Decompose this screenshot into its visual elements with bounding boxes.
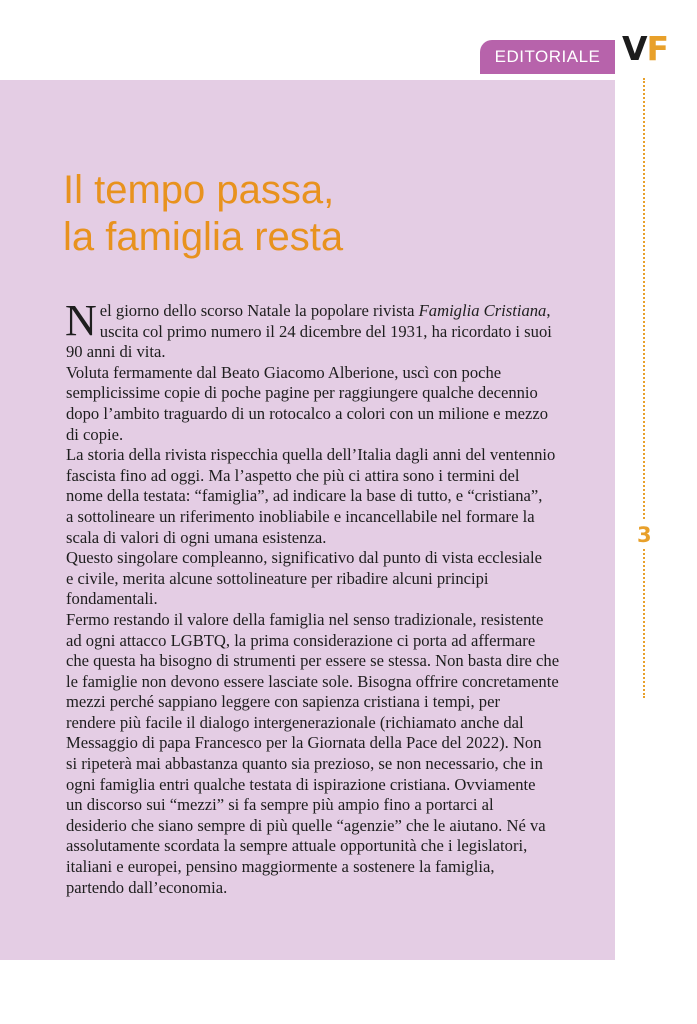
text-line: Messaggio di papa Francesco per la Giornata della Pace del 2022). Non (66, 733, 542, 753)
text-line: uscita col primo numero il 24 dicembre del 1931, ha ricordato i suoi (99, 321, 552, 341)
drop-cap: N (65, 296, 97, 345)
dotted-margin-line (643, 78, 645, 698)
paragraph-5 (66, 610, 596, 898)
text-line: partendo dall’economia. (66, 877, 228, 897)
text-line: mezzi perché sappiano leggere con sapienza cristiana i tempi, per (66, 692, 500, 712)
text-line: fondamentali. (66, 589, 158, 609)
title-line-2: la famiglia resta (63, 215, 344, 259)
logo-letter-f: F (646, 29, 669, 68)
text-line: Questo singolare compleanno, significativo dal punto di vista ecclesiale (66, 548, 543, 568)
text-line: La storia della rivista rispecchia quella dell’Italia dagli anni del ventennio (66, 445, 556, 465)
text-run: el giorno dello scorso Natale la popolare rivista (99, 301, 419, 320)
text-line (66, 301, 596, 322)
text-line: e civile, merita alcune sottolineature per ribadire alcuni principi (66, 568, 489, 588)
text-line: a sottolineare un riferimento inobliabile e incancellabile nel formare la (66, 506, 535, 526)
text-line: scala di valori di ogni umana esistenza. (66, 527, 327, 547)
logo-letter-v: V (622, 29, 647, 68)
text-line: italiani e europei, pensino maggiormente a sostenere la famiglia, (66, 857, 495, 877)
paragraph-4 (66, 548, 596, 610)
text-line: che questa ha bisogno di strumenti per essere se stessa. Non basta dire che (66, 651, 560, 671)
text-line: assolutamente scordata la sempre attuale opportunità che i legislatori, (66, 836, 528, 856)
text-line: si ripeterà mai abbastanza quanto sia prezioso, se non necessario, che in (66, 754, 543, 774)
text-line: di copie. (66, 424, 124, 444)
text-line: Voluta fermamente dal Beato Giacomo Alberione, uscì con poche (66, 362, 502, 382)
text-line: semplicissime copie di poche pagine per raggiungere qualche decennio (66, 383, 538, 403)
text-line: 90 anni di vita. (66, 342, 166, 362)
text-line: ogni famiglia entri qualche testata di ispirazione cristiana. Ovviamente (66, 774, 536, 794)
section-tag: EDITORIALE (480, 40, 615, 74)
paragraph-2 (66, 363, 596, 445)
magazine-logo (622, 30, 668, 68)
text-line: ad ogni attacco LGBTQ, la prima considerazione ci porta ad affermare (66, 630, 536, 650)
paragraph-3 (66, 445, 596, 548)
text-run: , (546, 301, 551, 320)
article-body (65, 296, 596, 898)
text-line: un discorso sui “mezzi” si fa sempre più ampio fino a portarci al (66, 795, 494, 815)
page-number: 3 (637, 523, 652, 547)
text-line: rendere più facile il dialogo intergenerazionale (richiamato anche dal (66, 712, 524, 732)
paragraph-1 (65, 296, 596, 363)
article-title (63, 167, 343, 261)
title-line-1: Il tempo passa, (63, 168, 335, 212)
text-line: Fermo restando il valore della famiglia nel senso tradizionale, resistente (66, 609, 544, 629)
text-line: desiderio che siano sempre di più quelle “agenzie” che le aiutano. Né va (66, 815, 546, 835)
text-line: nome della testata: “famiglia”, ad indicare la base di tutto, e “cristiana”, (66, 486, 543, 506)
text-line: le famiglie non devono essere lasciate sole. Bisogna offrire concretamente (66, 671, 559, 691)
text-line: fascista fino ad oggi. Ma l’aspetto che più ci attira sono i termini del (66, 465, 520, 485)
text-line: dopo l’ambito traguardo di un rotocalco a colori con un milione e mezzo (66, 403, 548, 423)
magazine-name: Famiglia Cristiana (418, 301, 547, 320)
